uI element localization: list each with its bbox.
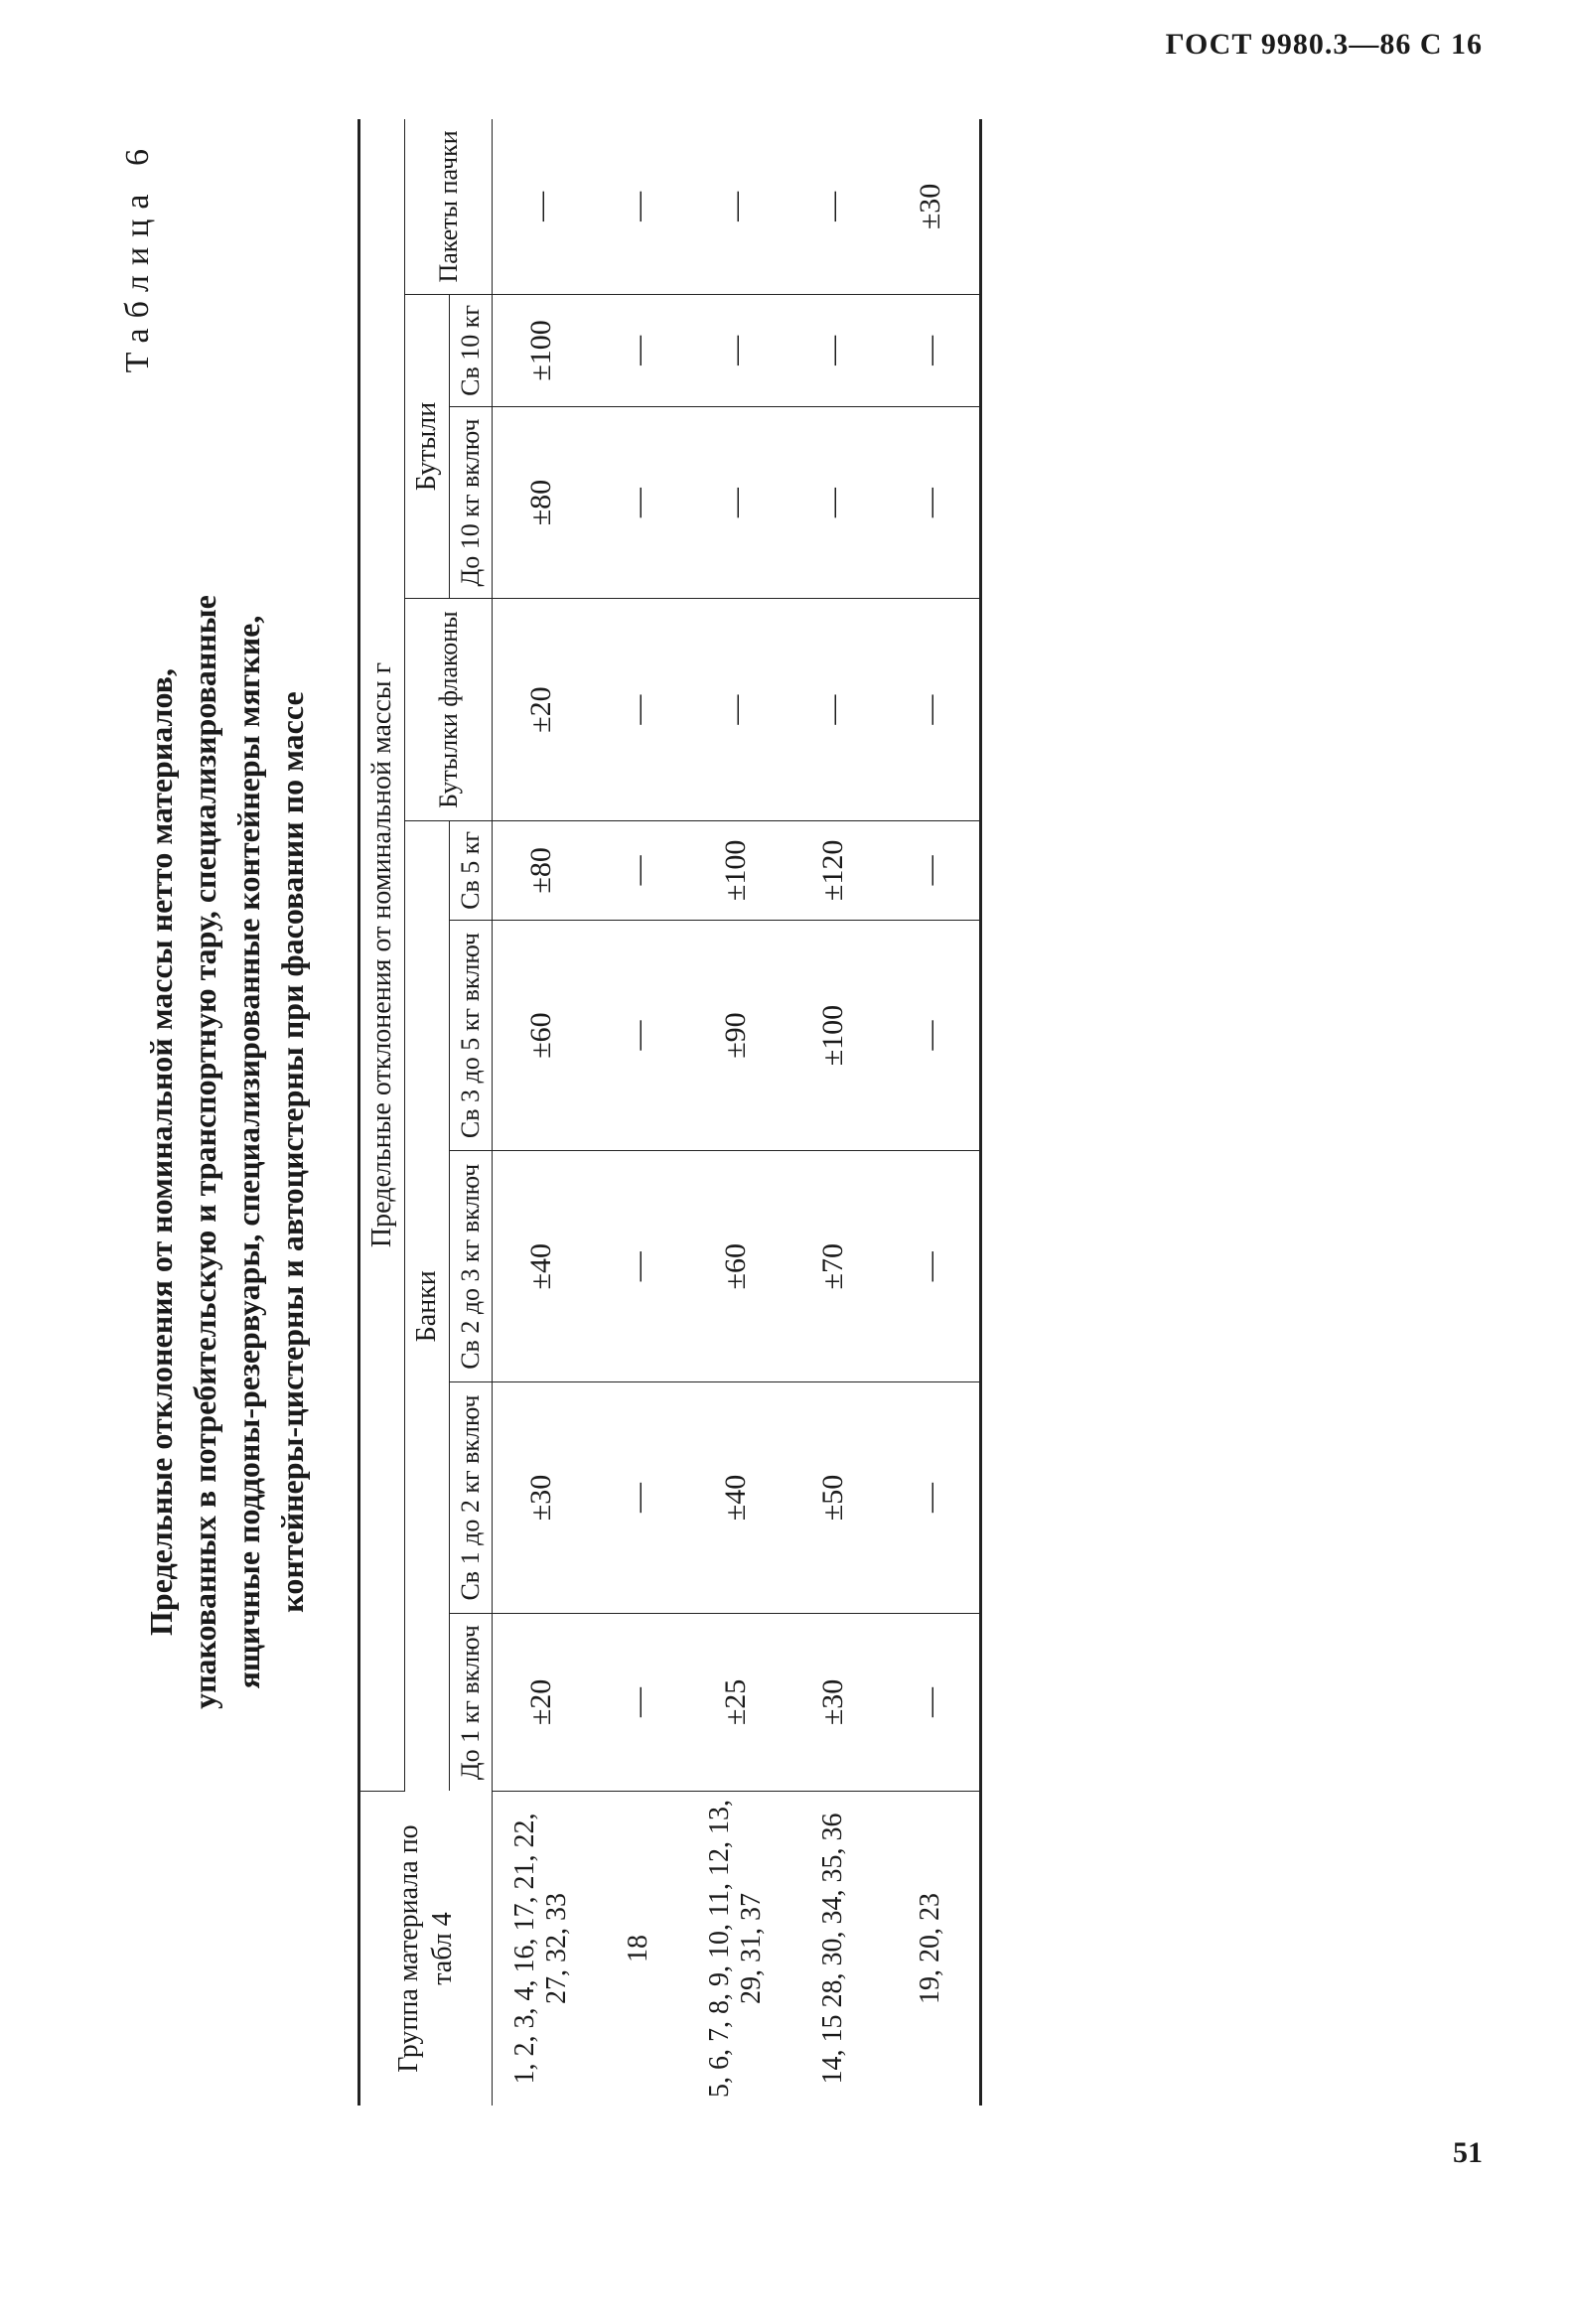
value-cell: — [687, 294, 785, 406]
title-line: ящичные поддоны-резервуары, специализированные контейнеры мягкие, [230, 615, 266, 1689]
group-cell: 5, 6, 7, 8, 9, 10, 11, 12, 13, 29, 31, 37 [704, 1800, 767, 2098]
column-header: До 1 кг включ [450, 1613, 493, 1791]
value-cell: — [687, 599, 785, 821]
value-cell: — [687, 406, 785, 598]
value-cell: — [882, 920, 981, 1151]
value-cell: — [785, 294, 882, 406]
value-cell: — [493, 119, 591, 294]
big-bottles-header: Бутыли [405, 294, 450, 598]
value-cell: ±80 [493, 406, 591, 598]
value-cell: ±20 [493, 1613, 591, 1791]
value-cell: ±40 [687, 1382, 785, 1614]
packets-header: Пакеты пачки [405, 119, 493, 294]
value-cell: — [882, 1382, 981, 1614]
column-header: Св 2 до 3 кг включ [450, 1151, 493, 1382]
column-header: Св 1 до 2 кг включ [450, 1382, 493, 1614]
value-cell: ±60 [687, 1151, 785, 1382]
value-cell: ±100 [493, 294, 591, 406]
value-cell: ±120 [785, 821, 882, 921]
table-label: Таблица 6 [119, 139, 156, 373]
table-row [493, 119, 591, 2106]
group-cell: 1, 2, 3, 4, 16, 17, 21, 22, 27, 32, 33 [509, 1813, 572, 2085]
value-cell: — [882, 294, 981, 406]
value-cell: ±25 [687, 1613, 785, 1791]
value-cell: — [882, 599, 981, 821]
title-line: контейнеры-цистерны и автоцистерны при фасовании по массе [274, 691, 310, 1613]
table-row [785, 119, 882, 2106]
value-cell: — [687, 119, 785, 294]
bottles-header: Бутылки флаконы [405, 599, 493, 821]
value-cell: — [590, 920, 687, 1151]
title-line: Предельные отклонения от номинальной массы нетто материалов, [143, 668, 179, 1636]
value-cell: — [590, 821, 687, 921]
group-cell: 18 [623, 1935, 653, 1962]
value-cell: — [590, 1151, 687, 1382]
value-cell: — [882, 1151, 981, 1382]
main-header: Предельные отклонения от номинальной массы г [359, 119, 405, 1792]
value-cell: ±100 [687, 821, 785, 921]
table-row [882, 119, 981, 2106]
column-header: Св 3 до 5 кг включ [450, 920, 493, 1151]
value-cell: ±100 [785, 920, 882, 1151]
value-cell: ±80 [493, 821, 591, 921]
title-line: упакованных в потребительскую и транспортную тару, специализированные [187, 595, 222, 1709]
column-header: До 10 кг включ [450, 406, 493, 598]
value-cell: ±30 [882, 119, 981, 294]
value-cell: — [590, 599, 687, 821]
table-title [139, 119, 314, 2185]
page-header: ГОСТ 9980.3—86 С 16 [1165, 28, 1483, 61]
value-cell: — [590, 406, 687, 598]
value-cell: — [590, 119, 687, 294]
value-cell: — [785, 599, 882, 821]
group-cell: 14, 15 28, 30, 34, 35, 36 [817, 1813, 848, 2085]
value-cell: — [882, 821, 981, 921]
cans-header: Банки [405, 821, 450, 1792]
deviation-table [357, 119, 982, 2106]
column-header: Св 10 кг [450, 294, 493, 406]
value-cell: ±30 [785, 1613, 882, 1791]
page-number: 51 [1453, 2136, 1483, 2169]
value-cell: ±50 [785, 1382, 882, 1614]
value-cell: — [785, 119, 882, 294]
group-header: Группа материала по табл 4 [359, 1792, 493, 2106]
table-row [687, 119, 785, 2106]
table-row [590, 119, 687, 2106]
value-cell: — [882, 1613, 981, 1791]
group-cell: 19, 20, 23 [882, 1792, 981, 2106]
value-cell: — [785, 406, 882, 598]
value-cell: — [590, 294, 687, 406]
value-cell: ±30 [493, 1382, 591, 1614]
value-cell: ±40 [493, 1151, 591, 1382]
value-cell: — [590, 1382, 687, 1614]
value-cell: ±70 [785, 1151, 882, 1382]
rotated-page-content [119, 119, 1112, 2185]
value-cell: — [590, 1613, 687, 1791]
value-cell: ±90 [687, 920, 785, 1151]
column-header: Св 5 кг [450, 821, 493, 921]
value-cell: — [882, 406, 981, 598]
value-cell: ±20 [493, 599, 591, 821]
value-cell: ±60 [493, 920, 591, 1151]
